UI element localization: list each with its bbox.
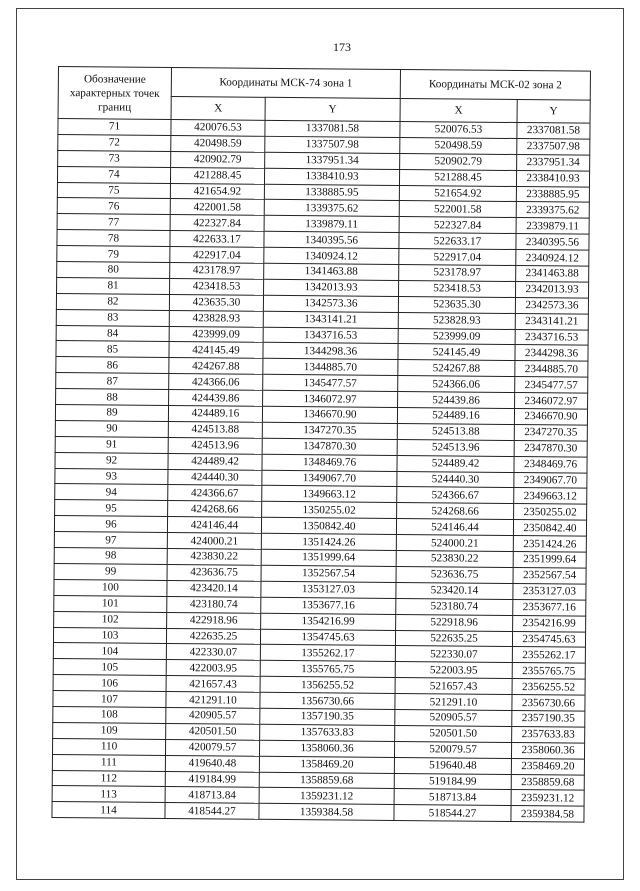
point-id-cell: 101 [54,595,167,612]
msk02-x-cell: 522633.17 [399,233,516,250]
msk02-y-cell: 2353677.16 [513,599,586,616]
msk02-x-cell: 520079.57 [394,741,511,758]
msk74-y-cell: 1355765.75 [260,661,395,678]
msk02-y-cell: 2351999.64 [513,552,586,569]
msk02-y-cell: 2359231.12 [511,790,584,807]
point-id-cell: 114 [52,802,165,819]
msk74-x-cell: 421288.45 [170,167,264,184]
point-id-cell: 112 [52,770,165,787]
msk74-y-cell: 1342013.93 [264,279,399,296]
msk74-x-cell: 420079.57 [165,739,259,756]
msk74-x-cell: 424513.88 [168,421,262,438]
msk02-x-cell: 520501.50 [395,725,512,742]
point-id-cell: 113 [52,786,165,803]
point-id-cell: 92 [55,452,168,469]
msk02-x-cell: 524146.44 [396,519,513,536]
msk74-y-cell: 1337081.58 [265,120,400,137]
msk02-y-cell: 2344298.36 [515,345,588,362]
msk02-y-cell: 2345477.57 [515,377,588,394]
msk74-y-cell: 1354745.63 [260,629,395,646]
page-number: 173 [333,40,351,54]
msk02-y-cell: 2347270.35 [514,424,587,441]
point-id-cell: 86 [56,357,169,374]
msk02-x-cell: 519640.48 [394,757,511,774]
msk74-x-cell: 422633.17 [170,231,264,248]
point-id-cell: 76 [57,198,170,215]
point-id-cell: 80 [57,262,170,279]
msk74-y-cell: 1338410.93 [264,168,399,185]
msk02-x-cell: 518544.27 [394,805,511,822]
msk74-x-cell: 423420.14 [167,580,261,597]
coordinates-table [51,66,591,823]
msk74-y-cell: 1344298.36 [263,343,398,360]
msk74-y-cell: 1348469.76 [262,454,397,471]
point-id-cell: 97 [54,532,167,549]
msk74-x-cell: 422330.07 [166,644,260,661]
point-id-cell: 73 [58,150,171,167]
msk74-x-cell: 422327.84 [170,215,264,232]
point-id-cell: 72 [58,134,171,151]
msk02-x-cell: 520498.59 [400,137,517,154]
header-designation: Обозначение характерных точек границ [58,67,171,120]
msk74-x-cell: 424146.44 [167,517,261,534]
point-id-cell: 79 [57,246,170,263]
point-id-cell: 96 [54,516,167,533]
point-id-cell: 87 [56,373,169,390]
msk02-x-cell: 522327.84 [399,217,516,234]
msk74-y-cell: 1349663.12 [262,486,397,503]
table-body [52,119,590,823]
msk74-x-cell: 421654.92 [170,183,264,200]
msk02-y-cell: 2339375.62 [516,202,589,219]
msk74-y-cell: 1347270.35 [262,422,397,439]
msk74-y-cell: 1351424.26 [261,533,396,550]
msk02-y-cell: 2357633.83 [512,726,585,743]
msk02-x-cell: 524267.88 [398,360,515,377]
point-id-cell: 71 [58,119,171,136]
msk74-x-cell: 421291.10 [166,692,260,709]
msk74-y-cell: 1358469.20 [259,756,394,773]
msk74-x-cell: 423999.09 [169,326,263,343]
msk02-x-cell: 520905.57 [395,709,512,726]
point-id-cell: 102 [54,611,167,628]
msk74-y-cell: 1343716.53 [263,327,398,344]
msk02-y-cell: 2355262.17 [512,647,585,664]
msk02-x-cell: 521657.43 [395,678,512,695]
msk02-x-cell: 524489.42 [397,455,514,472]
msk02-y-cell: 2348469.76 [514,456,587,473]
msk02-x-cell: 522918.96 [396,614,513,631]
point-id-cell: 110 [52,738,165,755]
msk74-x-cell: 422917.04 [170,247,264,264]
msk74-x-cell: 418713.84 [165,787,259,804]
header-msk74-y: Y [265,97,400,121]
msk74-y-cell: 1350842.40 [261,518,396,535]
msk02-x-cell: 522003.95 [395,662,512,679]
msk74-x-cell: 424000.21 [167,533,261,550]
msk02-y-cell: 2346072.97 [515,393,588,410]
msk02-y-cell: 2338885.95 [516,186,589,203]
msk02-x-cell: 519184.99 [394,773,511,790]
msk02-y-cell: 2346670.90 [514,409,587,426]
msk74-y-cell: 1338885.95 [264,184,399,201]
msk74-x-cell: 418544.27 [165,803,259,820]
msk74-x-cell: 419640.48 [165,755,259,772]
point-id-cell: 88 [56,389,169,406]
header-msk02-x: X [400,98,517,122]
msk02-x-cell: 523828.93 [398,312,515,329]
msk02-x-cell: 522001.58 [399,201,516,218]
msk02-x-cell: 520902.79 [400,153,517,170]
msk02-y-cell: 2357190.35 [512,710,585,727]
msk02-y-cell: 2352567.54 [513,567,586,584]
msk02-x-cell: 524145.49 [398,344,515,361]
msk02-x-cell: 520076.53 [400,121,517,138]
msk02-x-cell: 524489.16 [397,408,514,425]
msk02-x-cell: 524513.96 [397,439,514,456]
point-id-cell: 81 [57,277,170,294]
point-id-cell: 91 [55,436,168,453]
msk02-y-cell: 2353127.03 [513,583,586,600]
msk74-y-cell: 1356730.66 [260,692,395,709]
point-id-cell: 93 [55,468,168,485]
msk74-x-cell: 423178.97 [170,262,264,279]
msk02-x-cell: 523999.09 [398,328,515,345]
msk02-y-cell: 2349663.12 [514,488,587,505]
point-id-cell: 94 [55,484,168,501]
msk74-x-cell: 419184.99 [165,771,259,788]
msk74-y-cell: 1351999.64 [261,549,396,566]
msk74-y-cell: 1355262.17 [260,645,395,662]
msk02-x-cell: 523636.75 [396,566,513,583]
msk74-x-cell: 423180.74 [167,596,261,613]
header-msk74: Координаты МСК-74 зона 1 [171,67,400,98]
point-id-cell: 84 [56,325,169,342]
msk02-x-cell: 524440.30 [397,471,514,488]
msk02-y-cell: 2337951.34 [517,154,590,171]
msk74-y-cell: 1344885.70 [263,359,398,376]
msk74-x-cell: 420076.53 [171,119,265,136]
msk74-x-cell: 423418.53 [170,278,264,295]
msk02-y-cell: 2337507.98 [517,138,590,155]
msk02-y-cell: 2343716.53 [515,329,588,346]
msk02-x-cell: 524366.67 [397,487,514,504]
msk02-x-cell: 524366.06 [398,376,515,393]
msk74-x-cell: 424513.96 [168,437,262,454]
point-id-cell: 109 [53,722,166,739]
msk02-y-cell: 2358469.20 [511,758,584,775]
msk74-x-cell: 422001.58 [170,199,264,216]
point-id-cell: 75 [57,182,170,199]
msk74-y-cell: 1358060.36 [259,740,394,757]
msk74-y-cell: 1356255.52 [260,676,395,693]
point-id-cell: 107 [53,691,166,708]
msk02-y-cell: 2359384.58 [511,806,584,823]
header-msk02: Координаты МСК-02 зона 2 [400,69,590,100]
msk74-y-cell: 1350255.02 [262,502,397,519]
msk02-x-cell: 523178.97 [399,264,516,281]
point-id-cell: 108 [53,706,166,723]
msk02-y-cell: 2358060.36 [511,742,584,759]
msk74-y-cell: 1337507.98 [265,136,400,153]
msk02-x-cell: 521291.10 [395,694,512,711]
msk02-y-cell: 2338410.93 [516,170,589,187]
header-msk74-x: X [171,96,265,120]
msk74-x-cell: 421657.43 [166,676,260,693]
msk74-y-cell: 1339879.11 [264,216,399,233]
msk74-x-cell: 420501.50 [166,723,260,740]
msk74-y-cell: 1354216.99 [261,613,396,630]
msk02-y-cell: 2351424.26 [513,536,586,553]
msk74-x-cell: 424366.67 [168,485,262,502]
msk74-y-cell: 1358859.68 [259,772,394,789]
msk74-y-cell: 1346670.90 [262,406,397,423]
msk02-y-cell: 2342013.93 [515,281,588,298]
msk74-x-cell: 424268.66 [168,501,262,518]
msk74-y-cell: 1357190.35 [260,708,395,725]
msk02-y-cell: 2350255.02 [514,504,587,521]
msk74-y-cell: 1359384.58 [259,804,394,821]
msk02-x-cell: 518713.84 [394,789,511,806]
msk02-x-cell: 523420.14 [396,582,513,599]
msk02-y-cell: 2358859.68 [511,774,584,791]
msk02-y-cell: 2354745.63 [512,631,585,648]
point-id-cell: 82 [56,293,169,310]
msk74-y-cell: 1339375.62 [264,200,399,217]
msk74-x-cell: 424489.42 [168,453,262,470]
point-id-cell: 99 [54,563,167,580]
msk74-y-cell: 1357633.83 [260,724,395,741]
msk74-x-cell: 424145.49 [169,342,263,359]
msk74-y-cell: 1359231.12 [259,788,394,805]
msk02-y-cell: 2342573.36 [515,297,588,314]
point-id-cell: 95 [55,500,168,517]
msk02-y-cell: 2343141.21 [515,313,588,330]
msk02-y-cell: 2339879.11 [516,218,589,235]
msk02-x-cell: 523635.30 [398,296,515,313]
msk74-x-cell: 422003.95 [166,660,260,677]
msk02-x-cell: 524268.66 [397,503,514,520]
msk74-y-cell: 1337951.34 [265,152,400,169]
msk02-x-cell: 523180.74 [396,598,513,615]
msk02-x-cell: 524439.86 [398,392,515,409]
point-id-cell: 104 [53,643,166,660]
point-id-cell: 85 [56,341,169,358]
msk02-y-cell: 2344885.70 [515,361,588,378]
msk02-y-cell: 2356255.52 [512,679,585,696]
msk74-y-cell: 1340395.56 [264,232,399,249]
point-id-cell: 111 [52,754,165,771]
header-msk02-y: Y [517,100,590,124]
point-id-cell: 103 [53,627,166,644]
point-id-cell: 105 [53,659,166,676]
msk74-y-cell: 1340924.12 [264,247,399,264]
msk74-x-cell: 423635.30 [169,294,263,311]
msk02-y-cell: 2341463.88 [516,266,589,283]
msk74-x-cell: 424267.88 [169,358,263,375]
msk02-x-cell: 522917.04 [399,249,516,266]
msk02-y-cell: 2337081.58 [517,123,590,140]
point-id-cell: 98 [54,548,167,565]
msk02-y-cell: 2349067.70 [514,472,587,489]
msk74-y-cell: 1349067.70 [262,470,397,487]
msk74-y-cell: 1346072.97 [263,390,398,407]
msk02-y-cell: 2355765.75 [512,663,585,680]
msk02-x-cell: 524513.88 [397,423,514,440]
msk02-x-cell: 523418.53 [399,280,516,297]
point-id-cell: 89 [55,405,168,422]
msk74-y-cell: 1343141.21 [263,311,398,328]
point-id-cell: 83 [56,309,169,326]
point-id-cell: 78 [57,230,170,247]
msk74-y-cell: 1352567.54 [261,565,396,582]
msk74-y-cell: 1347870.30 [262,438,397,455]
msk02-y-cell: 2356730.66 [512,695,585,712]
msk74-y-cell: 1353677.16 [261,597,396,614]
msk02-y-cell: 2347870.30 [514,440,587,457]
msk02-y-cell: 2340395.56 [516,234,589,251]
point-id-cell: 74 [57,166,170,183]
msk02-x-cell: 523830.22 [396,551,513,568]
msk74-x-cell: 420498.59 [171,135,265,152]
msk02-y-cell: 2340924.12 [516,250,589,267]
msk74-y-cell: 1353127.03 [261,581,396,598]
msk74-y-cell: 1345477.57 [263,375,398,392]
msk02-x-cell: 521654.92 [399,185,516,202]
msk74-x-cell: 422635.25 [166,628,260,645]
msk74-x-cell: 420902.79 [171,151,265,168]
msk74-x-cell: 424366.06 [169,374,263,391]
msk02-y-cell: 2354216.99 [513,615,586,632]
msk02-x-cell: 522330.07 [395,646,512,663]
msk74-y-cell: 1342573.36 [263,295,398,312]
point-id-cell: 77 [57,214,170,231]
point-id-cell: 100 [54,579,167,596]
msk74-x-cell: 424440.30 [168,469,262,486]
point-id-cell: 90 [55,420,168,437]
msk74-x-cell: 423830.22 [167,549,261,566]
msk74-x-cell: 420905.57 [166,707,260,724]
point-id-cell: 106 [53,675,166,692]
msk02-y-cell: 2350842.40 [513,520,586,537]
msk74-x-cell: 423636.75 [167,564,261,581]
msk74-y-cell: 1341463.88 [264,263,399,280]
msk02-x-cell: 521288.45 [399,169,516,186]
msk02-x-cell: 524000.21 [396,535,513,552]
msk74-x-cell: 424489.16 [168,406,262,423]
msk74-x-cell: 423828.93 [169,310,263,327]
msk02-x-cell: 522635.25 [395,630,512,647]
msk74-x-cell: 422918.96 [167,612,261,629]
msk74-x-cell: 424439.86 [169,390,263,407]
